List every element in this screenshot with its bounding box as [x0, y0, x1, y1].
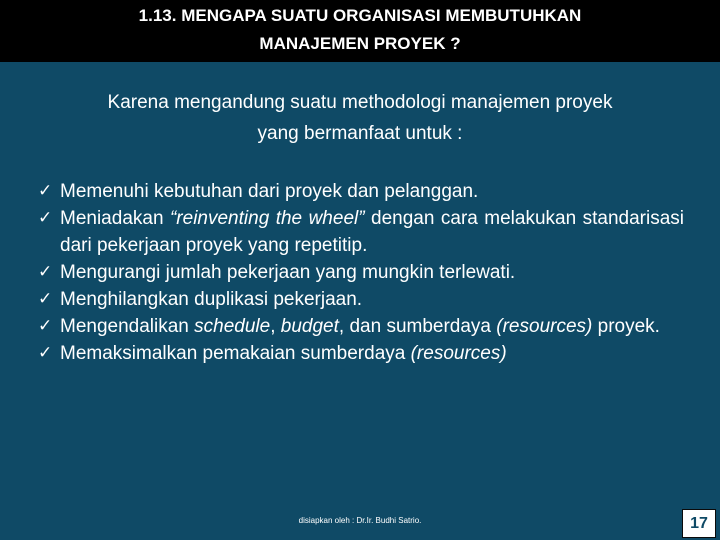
bullet-item: [38, 313, 684, 340]
bullet-item: [38, 286, 684, 313]
intro-line-2: yang bermanfaat untuk :: [257, 123, 463, 144]
footer-credit: disiapkan oleh : Dr.Ir. Budhi Satrio.: [298, 516, 422, 525]
checkmark-icon: ✓: [38, 208, 53, 228]
bullet-text: dengan cara melakukan standarisasi dari pekerjaan proyek yang repetitip.: [60, 208, 685, 256]
slide-title-line-1: 1.13. MENGAPA SUATU ORGANISASI MEMBUTUHKAN: [138, 6, 582, 25]
bullet-text: Mengurangi jumlah pekerjaan yang mungkin terlewati.: [60, 262, 516, 283]
bullet-text: Memaksimalkan pemakaian sumberdaya: [60, 343, 411, 364]
checkmark-icon: ✓: [38, 262, 53, 282]
title-bar: [0, 0, 720, 62]
bullet-text-italic: schedule: [194, 316, 271, 337]
checkmark-icon: ✓: [38, 289, 53, 309]
bullet-text-italic: “reinventing the wheel”: [169, 208, 365, 229]
intro-line-1: Karena mengandung suatu methodologi manajemen proyek: [107, 92, 613, 113]
bullet-item: [38, 205, 684, 259]
bullet-text-italic: (resources): [496, 316, 593, 337]
bullet-list: [38, 178, 684, 367]
bullet-item: [38, 259, 684, 286]
bullet-text-italic: (resources): [410, 343, 507, 364]
bullet-text: , dan sumberdaya: [338, 316, 497, 337]
checkmark-icon: ✓: [38, 316, 53, 336]
bullet-item: [38, 178, 684, 205]
checkmark-icon: ✓: [38, 181, 53, 201]
bullet-text: Menghilangkan duplikasi pekerjaan.: [60, 289, 363, 310]
slide-title-line-2: MANAJEMEN PROYEK ?: [259, 34, 461, 53]
bullet-text: Meniadakan: [60, 208, 170, 229]
bullet-text: ,: [270, 316, 281, 337]
bullet-text: proyek.: [592, 316, 660, 337]
checkmark-icon: ✓: [38, 343, 53, 363]
bullet-text: Mengendalikan: [60, 316, 195, 337]
page-number: 17: [682, 509, 716, 538]
bullet-text-italic: budget: [280, 316, 339, 337]
bullet-item: [38, 340, 684, 367]
bullet-text: Memenuhi kebutuhan dari proyek dan pelanggan.: [60, 181, 479, 202]
